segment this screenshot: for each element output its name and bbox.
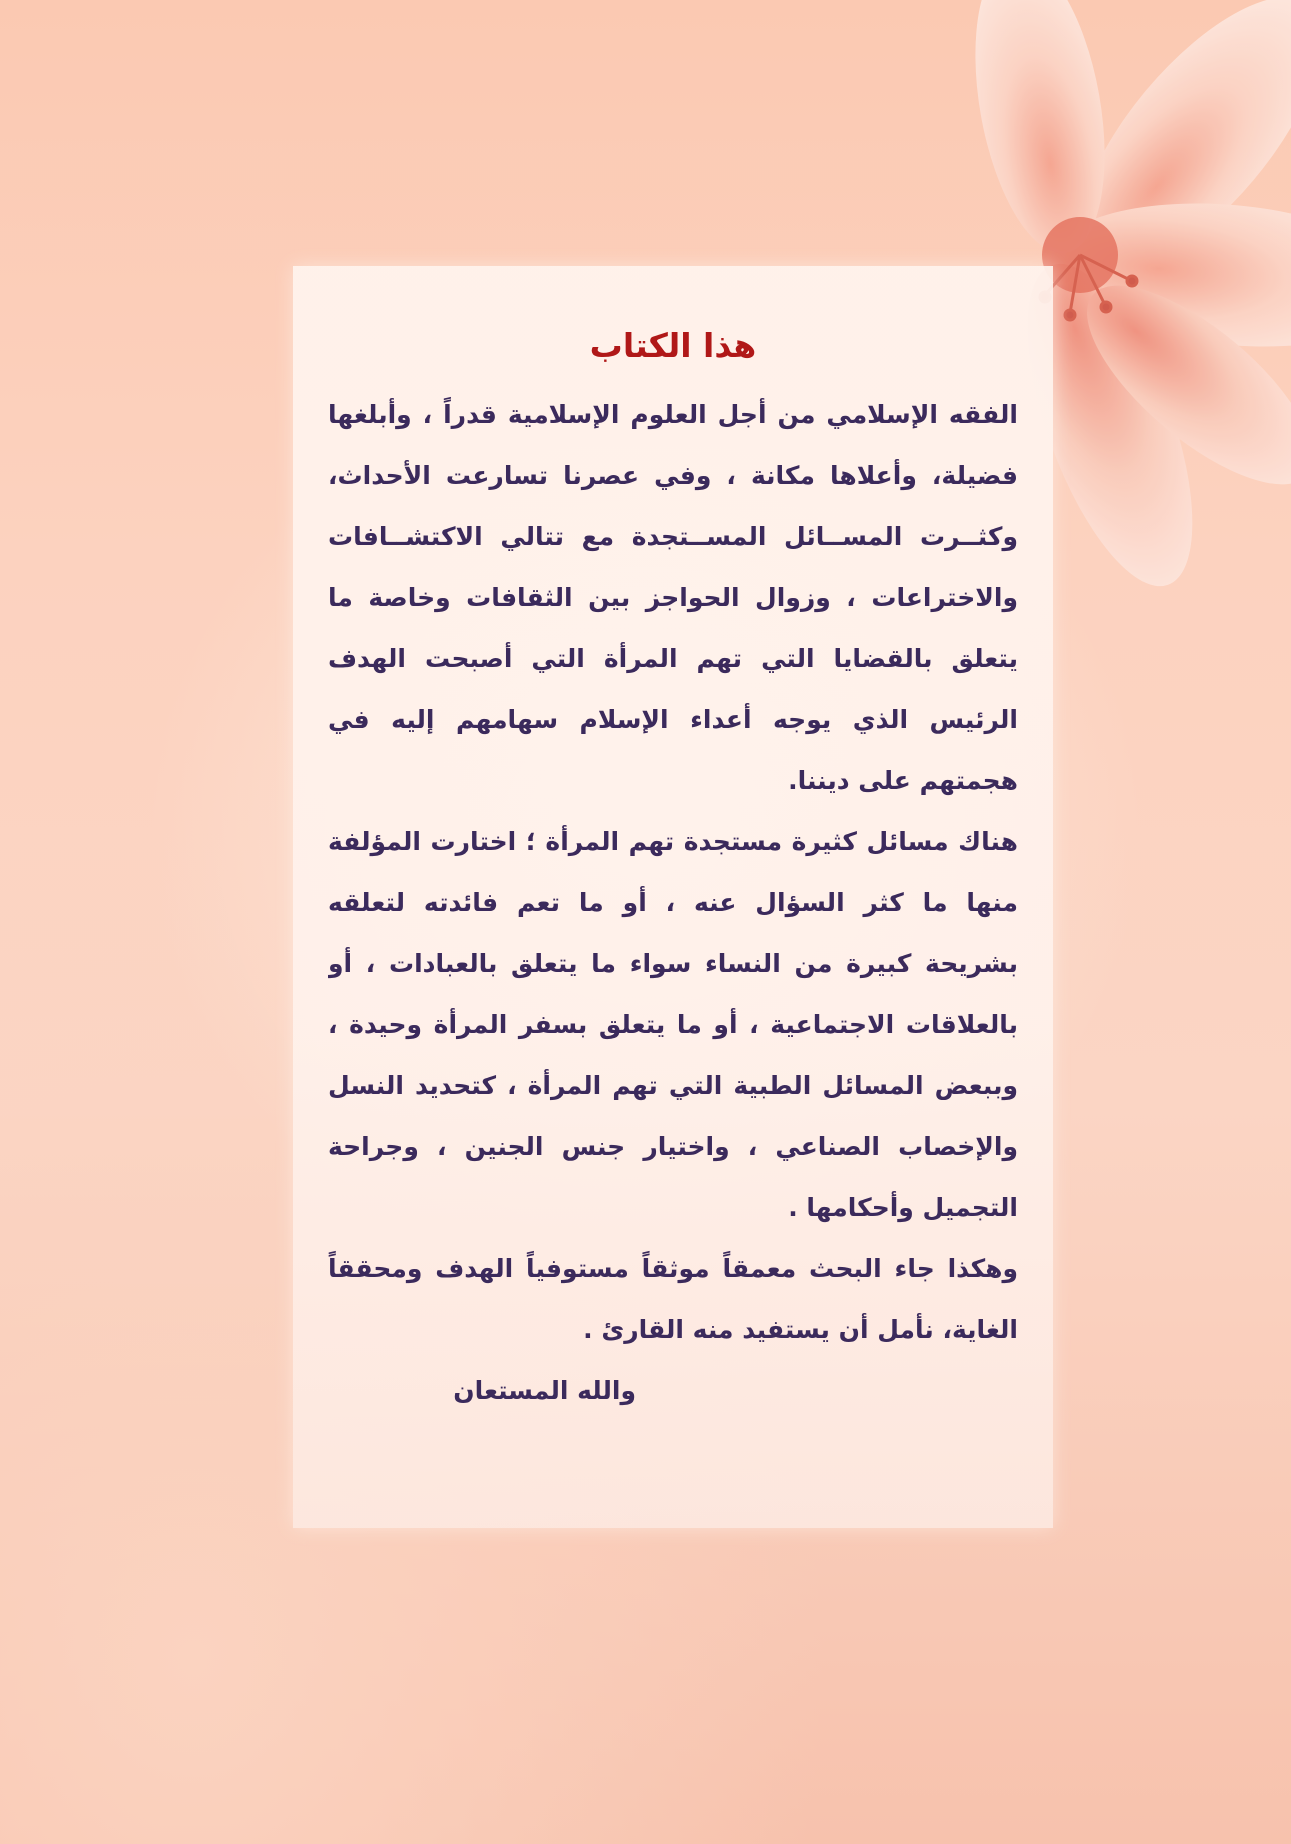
text-line: الغاية، نأمل أن يستفيد منه القارئ . xyxy=(583,1315,1018,1344)
text-line: التجميل وأحكامها . xyxy=(788,1193,1018,1222)
paragraph-conclusion xyxy=(328,1238,1018,1360)
text-line: وكثــرت المســائل المســتجدة مع تتالي الاكتشــافات xyxy=(328,522,1018,551)
text-line: بالعلاقات الاجتماعية ، أو ما يتعلق بسفر المرأة وحيدة ، xyxy=(328,1010,1018,1039)
content-card xyxy=(293,266,1053,1528)
text-line: والاختراعات ، وزوال الحواجز بين الثقافات وخاصة ما xyxy=(328,583,1018,612)
text-line: بشريحة كبيرة من النساء سواء ما يتعلق بالعبادات ، أو xyxy=(328,949,1018,978)
closing-phrase: والله المستعان xyxy=(453,1376,636,1405)
paragraph-intro xyxy=(328,384,1018,811)
paragraph-topics xyxy=(328,811,1018,1238)
text-line: يتعلق بالقضايا التي تهم المرأة التي أصبحت الهدف xyxy=(328,644,1018,673)
text-line: وهكذا جاء البحث معمقاً موثقاً مستوفياً الهدف ومحققاً xyxy=(328,1254,1018,1283)
page-title: هذا الكتاب xyxy=(589,326,757,365)
text-line: والإخصاب الصناعي ، واختيار جنس الجنين ، وجراحة xyxy=(328,1132,1018,1161)
text-line: وببعض المسائل الطبية التي تهم المرأة ، كتحديد النسل xyxy=(328,1071,1018,1100)
text-line: هناك مسائل كثيرة مستجدة تهم المرأة ؛ اختارت المؤلفة xyxy=(328,827,1018,856)
text-line: منها ما كثر السؤال عنه ، أو ما تعم فائدته لتعلقه xyxy=(328,888,1018,917)
text-line: هجمتهم على ديننا. xyxy=(788,766,1018,795)
text-line: فضيلة، وأعلاها مكانة ، وفي عصرنا تسارعت الأحداث، xyxy=(328,461,1018,490)
text-line: الرئيس الذي يوجه أعداء الإسلام سهامهم إليه في xyxy=(328,705,1018,734)
text-line: الفقه الإسلامي من أجل العلوم الإسلامية قدراً ، وأبلغها xyxy=(328,400,1018,429)
